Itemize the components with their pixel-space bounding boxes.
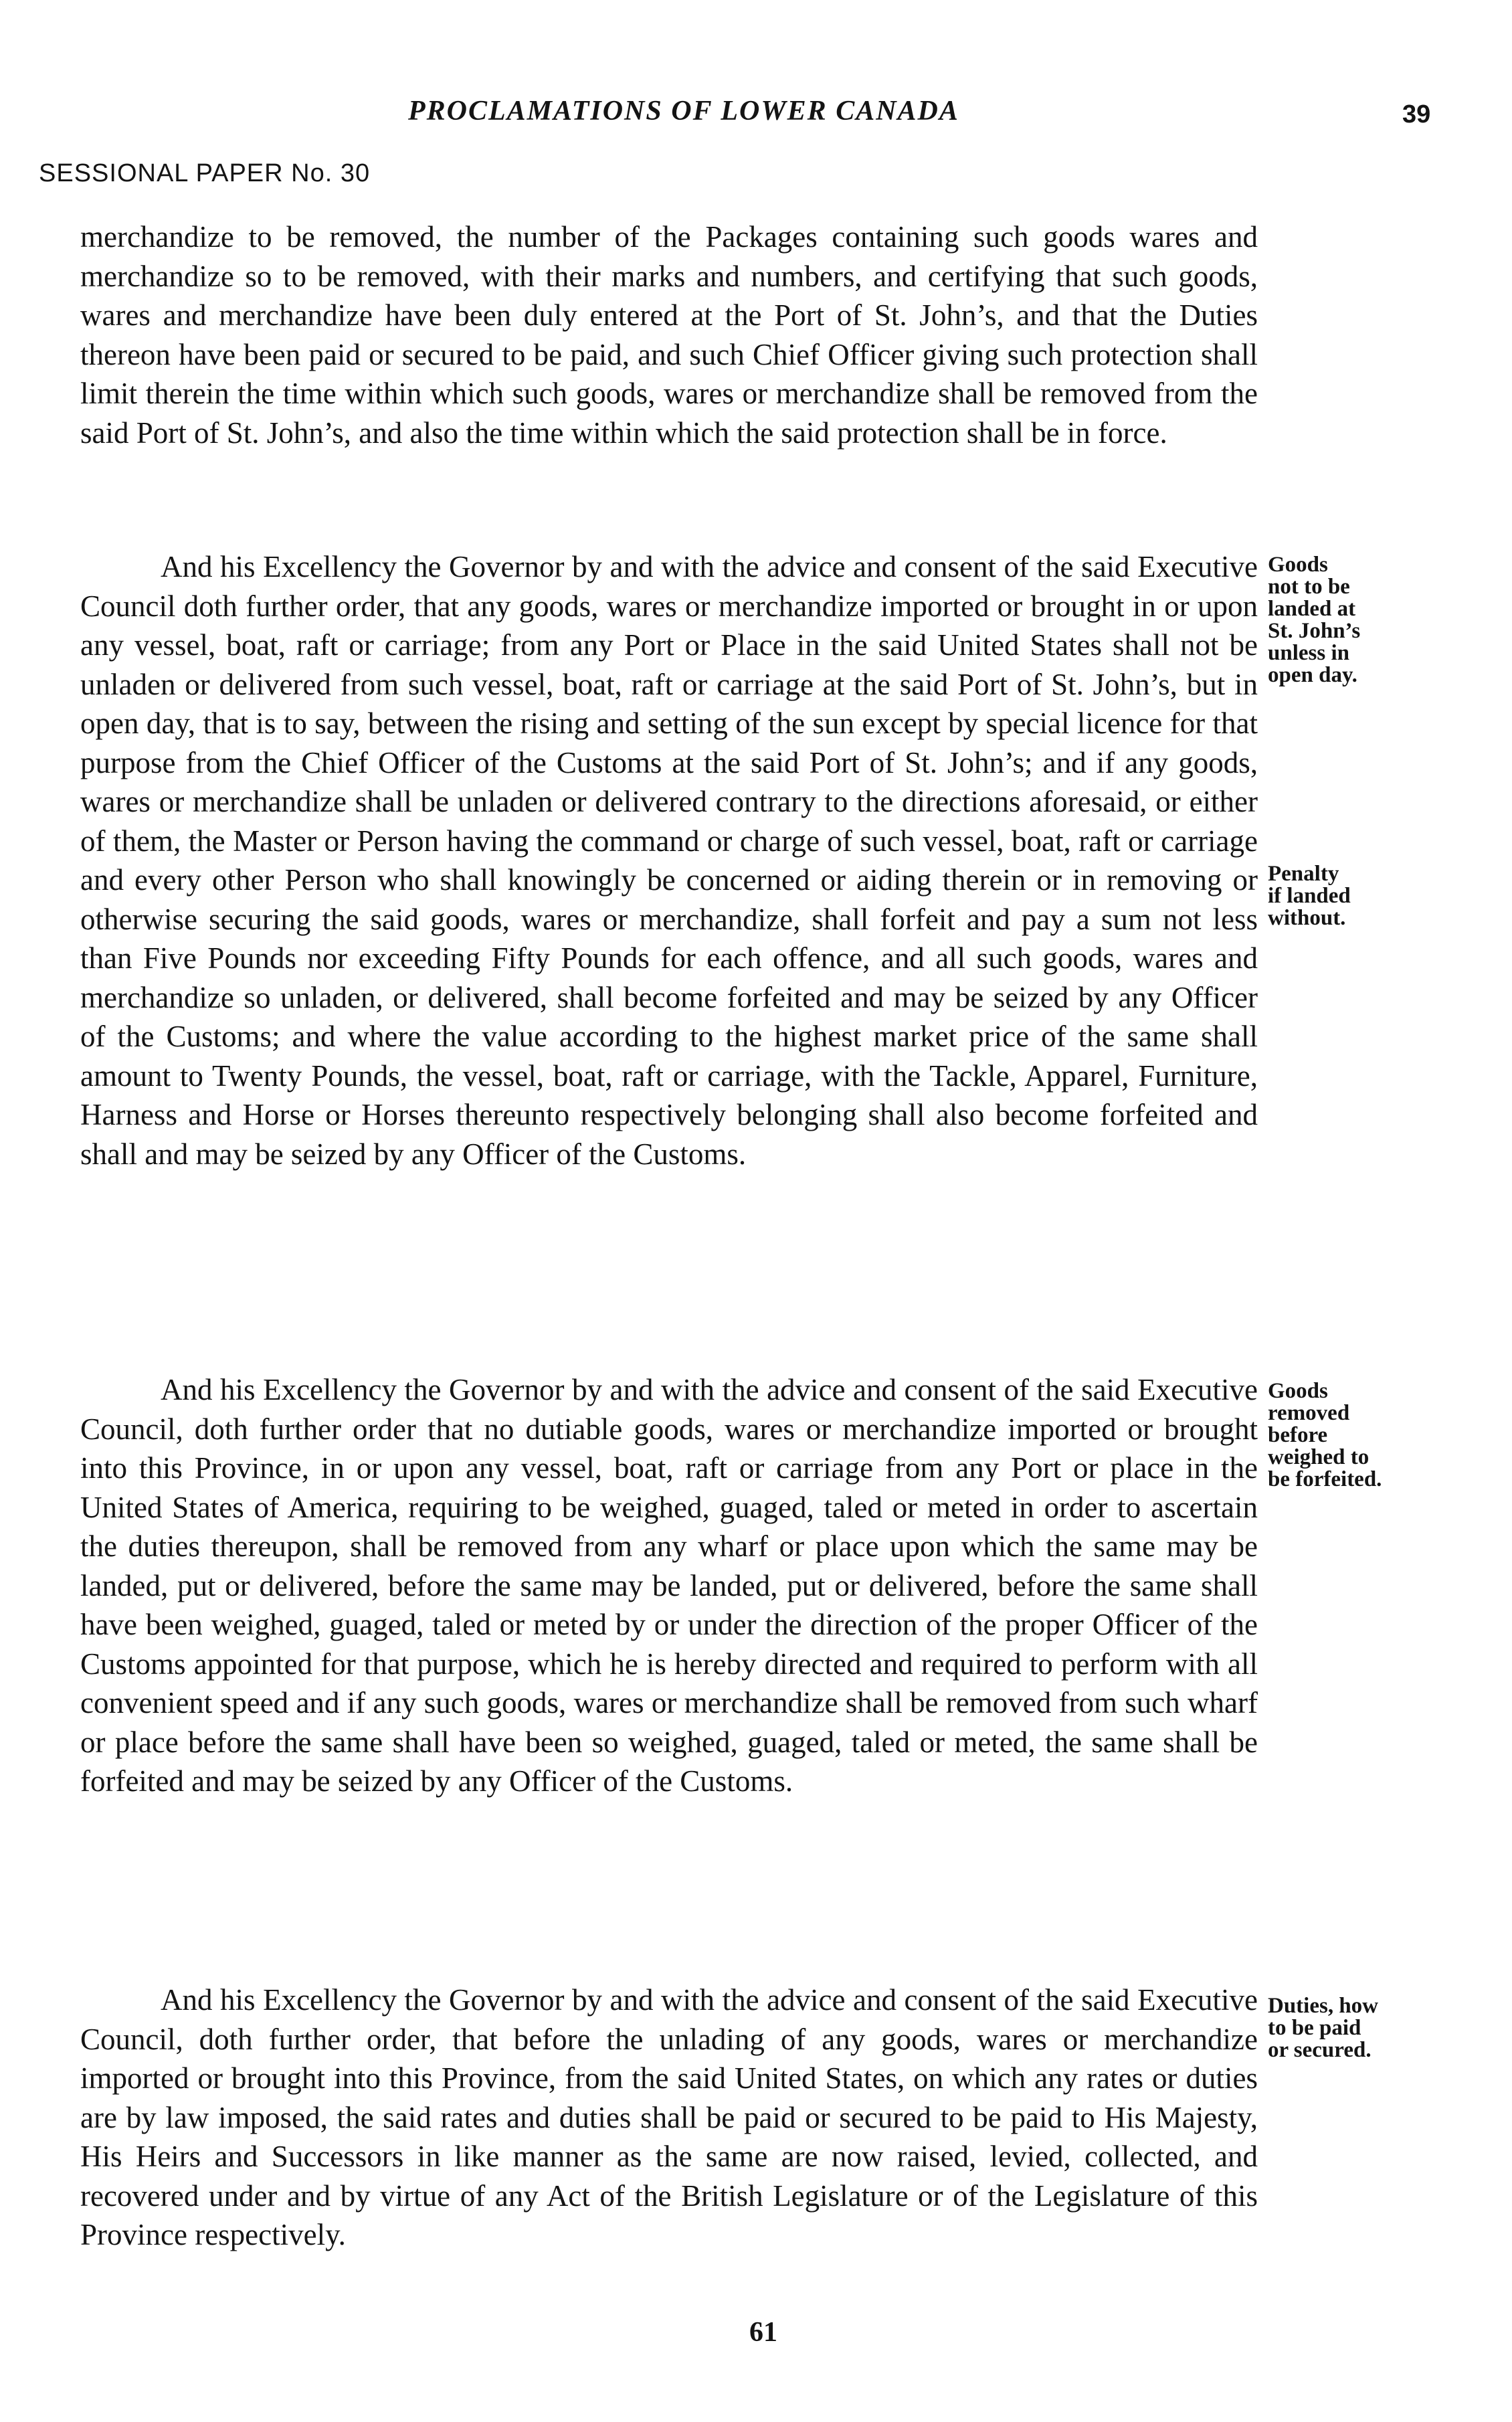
footer-sheet-number: 61 bbox=[749, 2317, 777, 2348]
paragraph-continued: merchandize to be removed, the number of the Packages containing such goods wares and merchandize so to be removed, with their marks and numbers, and certifying that such goods, wares and merchandize have been duly entered at the Port of St. John’s, and that the Duties thereon have been paid or secured to be paid, and such Chief Officer giving such protection shall limit therein the time within which such goods, wares or merchandize shall be removed from the said Port of St. John’s, and also the time within which the said protection shall be in force. bbox=[80, 220, 1258, 450]
paragraph-weighing-before-removal: And his Excellency the Governor by and with the advice and consent of the said Executive Council, doth further order that no dutiable goods, wares or merchandize imported or brought into this Province, in or upon any vessel, boat, raft or carriage from any Port or place in the United States of America, requiring to be weighed, guaged, taled or meted in order to ascertain the duties thereupon, shall be removed from any wharf or place upon which the same may be landed, put or delivered, before the same may be landed, put or delivered, before the same shall have been weighed, guaged, taled or meted by or under the direction of the proper Officer of the Customs appointed for that purpose, which he is hereby directed and required to perform with all convenient speed and if any such goods, wares or merchandize shall be removed from such wharf or place before the same shall have been so weighed, guaged, taled or meted, the same shall be forfeited and may be seized by any Officer of the Customs. bbox=[80, 1373, 1258, 1798]
paragraph-duties-payment: And his Excellency the Governor by and with the advice and consent of the said Executive Council, doth further order, that before the unlading of any goods, wares or merchandize imported or brought into this Province, from the said United States, on which any rates or duties are by law imposed, the said rates and duties shall be paid or secured to be paid to His Majesty, His Heirs and Successors in like manner as the same are now raised, levied, collected, and recovered under and by virtue of any Act of the British Legislature or of the Legislature of this Province respectively. bbox=[80, 1983, 1258, 2251]
paragraph-open-day-unlading: And his Excellency the Governor by and with the advice and consent of the said Executive Council doth further order, that any goods, wares or merchandize imported or brought in or upon any vessel, boat, raft or carriage; from any Port or Place in the said United States shall not be unladen or delivered from such vessel, boat, raft or carriage at the said Port of St. John’s, but in open day, that is to say, between the rising and setting of the sun except by special licence for that purpose from the Chief Officer of the Customs at the said Port of St. John’s; and if any goods, wares or merchandize shall be unladen or delivered contrary to the directions aforesaid, or either of them, the Master or Person having the command or charge of such vessel, boat, raft or carriage and every other Person who shall knowingly be concerned or aiding therein or in removing or otherwise securing the said goods, wares or merchandize, shall forfeit and pay a sum not less than Five Pounds nor exceeding Fifty Pounds for each offence, and all such goods, wares and merchandize so unladen, or delivered, shall become forfeited and may be seized by any Officer of the Customs; and where the value according to the highest market price of the same shall amount to Twenty Pounds, the vessel, boat, raft or carriage, with the Tackle, Apparel, Furniture, Harness and Horse or Horses thereunto respectively belonging shall also become forfeited and shall and may be seized by any Officer of the Customs. bbox=[80, 550, 1258, 1171]
margin-note-weighing: Goods removed before weighed to be forfeited. bbox=[1268, 1379, 1382, 1491]
margin-note-duties: Duties, how to be paid or secured. bbox=[1268, 1994, 1379, 2062]
running-title: PROCLAMATIONS OF LOWER CANADA bbox=[408, 96, 959, 126]
margin-note-open-day: Goods not to be landed at St. John’s unless in open day. bbox=[1268, 553, 1361, 687]
page-number: 39 bbox=[1402, 100, 1431, 128]
sessional-paper-label: SESSIONAL PAPER No. 30 bbox=[39, 159, 371, 187]
margin-note-penalty: Penalty if landed without. bbox=[1268, 862, 1351, 930]
